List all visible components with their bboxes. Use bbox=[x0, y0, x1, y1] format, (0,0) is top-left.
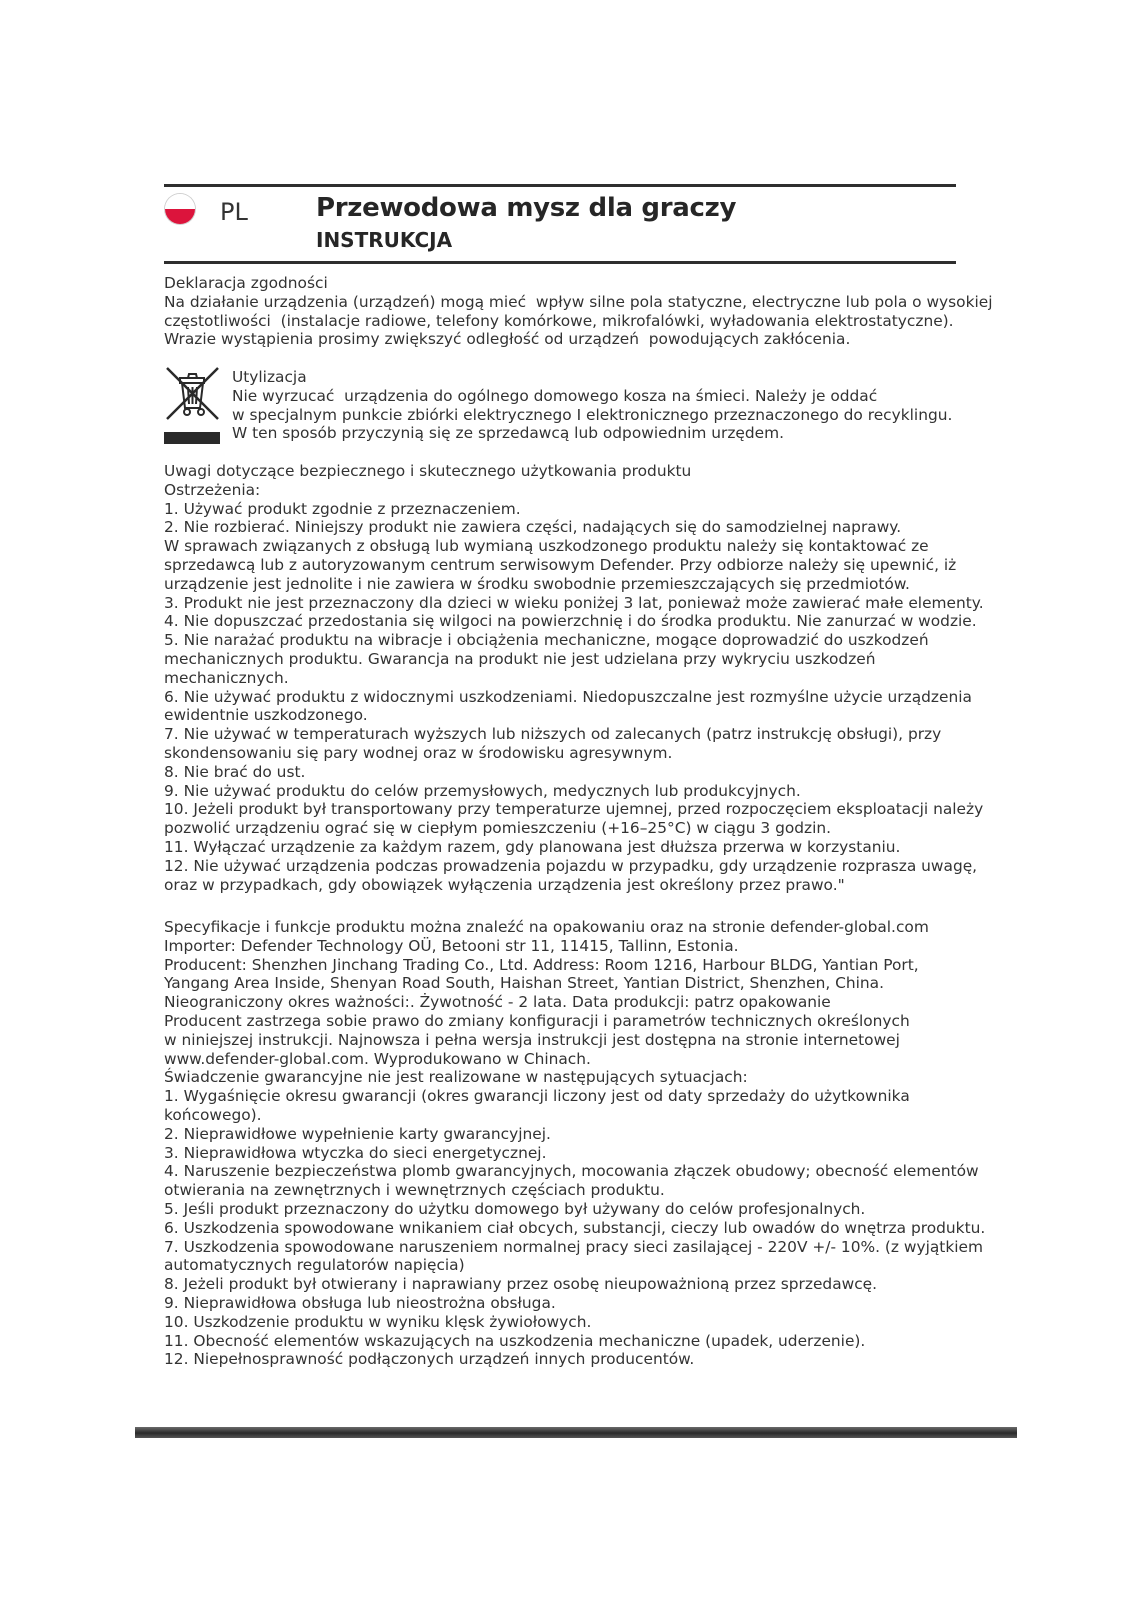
text-line: W ten sposób przyczynią się ze sprzedawcą lub odpowiednim urzędem. bbox=[232, 424, 785, 443]
text-line: mechanicznych produktu. Gwarancja na produkt nie jest udzielana przy wykryciu uszkodzeń bbox=[164, 649, 876, 668]
text-line: Świadczenie gwarancyjne nie jest realizowane w następujących sytuacjach: bbox=[164, 1068, 748, 1087]
text-line: Nieograniczony okres ważności:. Żywotność - 2 lata. Data produkcji: patrz opakowanie bbox=[164, 993, 831, 1012]
text-line: 6. Nie używać produktu z widocznymi uszkodzeniami. Niedopuszczalne jest rozmyślne użycie urządzenia bbox=[164, 687, 972, 706]
text-line: 6. Uszkodzenia spowodowane wnikaniem ciał obcych, substancji, cieczy lub owadów do wnętrza produktu. bbox=[164, 1218, 986, 1237]
header-bottom-rule bbox=[164, 261, 956, 264]
text-line: 9. Nie używać produktu do celów przemysłowych, medycznych lub produkcyjnych. bbox=[164, 781, 801, 800]
text-line: 1. Używać produkt zgodnie z przeznaczeniem. bbox=[164, 499, 521, 518]
footer-bar bbox=[135, 1427, 1017, 1438]
text-line: 10. Uszkodzenie produktu w wyniku klęsk żywiołowych. bbox=[164, 1312, 592, 1331]
text-line: 5. Jeśli produkt przeznaczony do użytku domowego był używany do celów profesjonalnych. bbox=[164, 1199, 866, 1218]
text-line: 11. Wyłączać urządzenie za każdym razem, gdy planowana jest dłuższa przerwa w korzystaniu. bbox=[164, 837, 901, 856]
document-title: Przewodowa mysz dla graczy bbox=[316, 193, 737, 223]
text-line: 2. Nie rozbierać. Niniejszy produkt nie zawiera części, nadających się do samodzielnej naprawy. bbox=[164, 518, 902, 537]
text-line: w specjalnym punkcie zbiórki elektrycznego I elektronicznego przeznaczonego do recyklingu. bbox=[232, 405, 953, 424]
text-line: automatycznych regulatorów napięcia) bbox=[164, 1256, 465, 1275]
text-line: Producent: Shenzhen Jinchang Trading Co., Ltd. Address: Room 1216, Harbour BLDG, Yantian Port, bbox=[164, 955, 919, 974]
text-line: końcowego). bbox=[164, 1105, 262, 1124]
text-line: Na działanie urządzenia (urządzeń) mogą mieć wpływ silne pola statyczne, electryczne lub pola o wysokiej bbox=[164, 292, 993, 311]
text-line: Importer: Defender Technology OÜ, Betooni str 11, 11415, Tallinn, Estonia. bbox=[164, 936, 739, 955]
text-line: www.defender-global.com. Wyprodukowano w Chinach. bbox=[164, 1049, 591, 1068]
text-line: Specyfikacje i funkcje produktu można znaleźć na opakowaniu oraz na stronie defender-global.com bbox=[164, 918, 929, 936]
text-line: Nie wyrzucać urządzenia do ogólnego domowego kosza na śmieci. Należy je oddać bbox=[232, 386, 878, 405]
text-line: Deklaracja zgodności bbox=[164, 274, 328, 292]
text-line: 10. Jeżeli produkt był transportowany przy temperaturze ujemnej, przed rozpoczęciem eksploatacji należy bbox=[164, 800, 984, 819]
text-line: Uwagi dotyczące bezpiecznego i skutecznego użytkowania produktu bbox=[164, 462, 692, 480]
utylizacja-section bbox=[232, 368, 952, 443]
crossed-out-wheelie-bin-icon bbox=[164, 364, 222, 422]
text-line: 3. Produkt nie jest przeznaczony dla dzieci w wieku poniżej 3 lat, ponieważ może zawierać małe elementy. bbox=[164, 593, 984, 612]
text-line: 3. Nieprawidłowa wtyczka do sieci energetycznej. bbox=[164, 1143, 547, 1162]
text-line: 1. Wygaśnięcie okresu gwarancji (okres gwarancji liczony jest od daty sprzedaży do użytkownika bbox=[164, 1087, 910, 1106]
document-subtitle: INSTRUKCJA bbox=[316, 228, 453, 252]
text-line: mechanicznych. bbox=[164, 668, 289, 687]
text-line: częstotliwości (instalacje radiowe, telefony komórkowe, mikrofalówki, wyładowania elektrostatyczne). bbox=[164, 311, 954, 330]
text-line: Wrazie wystąpienia prosimy zwiększyć odległość od urządzeń powodujących zakłócenia. bbox=[164, 330, 851, 349]
text-line: Yangang Area Inside, Shenyan Road South, Haishan Street, Yantian District, Shenzhen, China. bbox=[164, 974, 885, 993]
text-line: 12. Nie używać urządzenia podczas prowadzenia pojazdu w przypadku, gdy urządzenie rozprasza uwagę, bbox=[164, 856, 978, 875]
specification-section bbox=[164, 918, 985, 1369]
text-line: 8. Jeżeli produkt był otwierany i naprawiany przez osobę nieupoważnioną przez sprzedawcę. bbox=[164, 1275, 878, 1294]
text-line: W sprawach związanych z obsługą lub wymianą uszkodzonego produktu należy się kontaktować ze bbox=[164, 537, 929, 556]
text-line: ewidentnie uszkodzonego. bbox=[164, 706, 368, 725]
text-line: 2. Nieprawidłowe wypełnienie karty gwarancyjnej. bbox=[164, 1124, 551, 1143]
text-line: skondensowaniu się pary wodnej oraz w środowisku agresywnym. bbox=[164, 743, 673, 762]
text-line: w niniejszej instrukcji. Najnowsza i pełna wersja instrukcji jest dostępna na stronie internetowej bbox=[164, 1030, 900, 1049]
bin-symbol-bar bbox=[164, 432, 220, 444]
text-line: 7. Uszkodzenia spowodowane naruszeniem normalnej pracy sieci zasilającej - 220V +/- 10%. (z wyjątkiem bbox=[164, 1237, 983, 1256]
polish-flag-icon bbox=[165, 194, 195, 224]
text-line: Ostrzeżenia: bbox=[164, 480, 261, 499]
safety-section bbox=[164, 462, 984, 894]
text-line: 11. Obecność elementów wskazujących na uszkodzenia mechaniczne (upadek, uderzenie). bbox=[164, 1331, 866, 1350]
text-line: 8. Nie brać do ust. bbox=[164, 762, 306, 781]
text-line: 5. Nie narażać produktu na wibracje i obciążenia mechaniczne, mogące doprowadzić do uszkodzeń bbox=[164, 631, 929, 650]
text-line: oraz w przypadkach, gdy obowiązek wyłączenia urządzenia jest określony przez prawo." bbox=[164, 875, 845, 894]
text-line: urządzenie jest jednolite i nie zawiera w środku swobodnie przemieszczających się przedmiotów. bbox=[164, 574, 910, 593]
text-line: 4. Naruszenie bezpieczeństwa plomb gwarancyjnych, mocowania złączek obudowy; obecność elementów bbox=[164, 1162, 979, 1181]
declaration-section bbox=[164, 274, 993, 349]
text-line: 4. Nie dopuszczać przedostania się wilgoci na powierzchnię i do środka produktu. Nie zanurzać w wodzie. bbox=[164, 612, 977, 631]
text-line: Utylizacja bbox=[232, 368, 307, 386]
text-line: otwierania na zewnętrznych i wewnętrznych częściach produktu. bbox=[164, 1181, 665, 1200]
text-line: Producent zastrzega sobie prawo do zmiany konfiguracji i parametrów technicznych określonych bbox=[164, 1011, 910, 1030]
text-line: sprzedawcą lub z autoryzowanym centrum serwisowym Defender. Przy odbiorze należy się upewnić, iż bbox=[164, 555, 957, 574]
text-line: 9. Nieprawidłowa obsługa lub nieostrożna obsługa. bbox=[164, 1293, 556, 1312]
header-top-rule bbox=[164, 184, 956, 187]
language-code: PL bbox=[220, 198, 248, 226]
text-line: 12. Niepełnosprawność podłączonych urządzeń innych producentów. bbox=[164, 1350, 695, 1369]
text-line: pozwolić urządzeniu ograć się w ciepłym pomieszczeniu (+16–25°C) w ciągu 3 godzin. bbox=[164, 819, 832, 838]
text-line: 7. Nie używać w temperaturach wyższych lub niższych od zalecanych (patrz instrukcję obsługi), przy bbox=[164, 725, 942, 744]
